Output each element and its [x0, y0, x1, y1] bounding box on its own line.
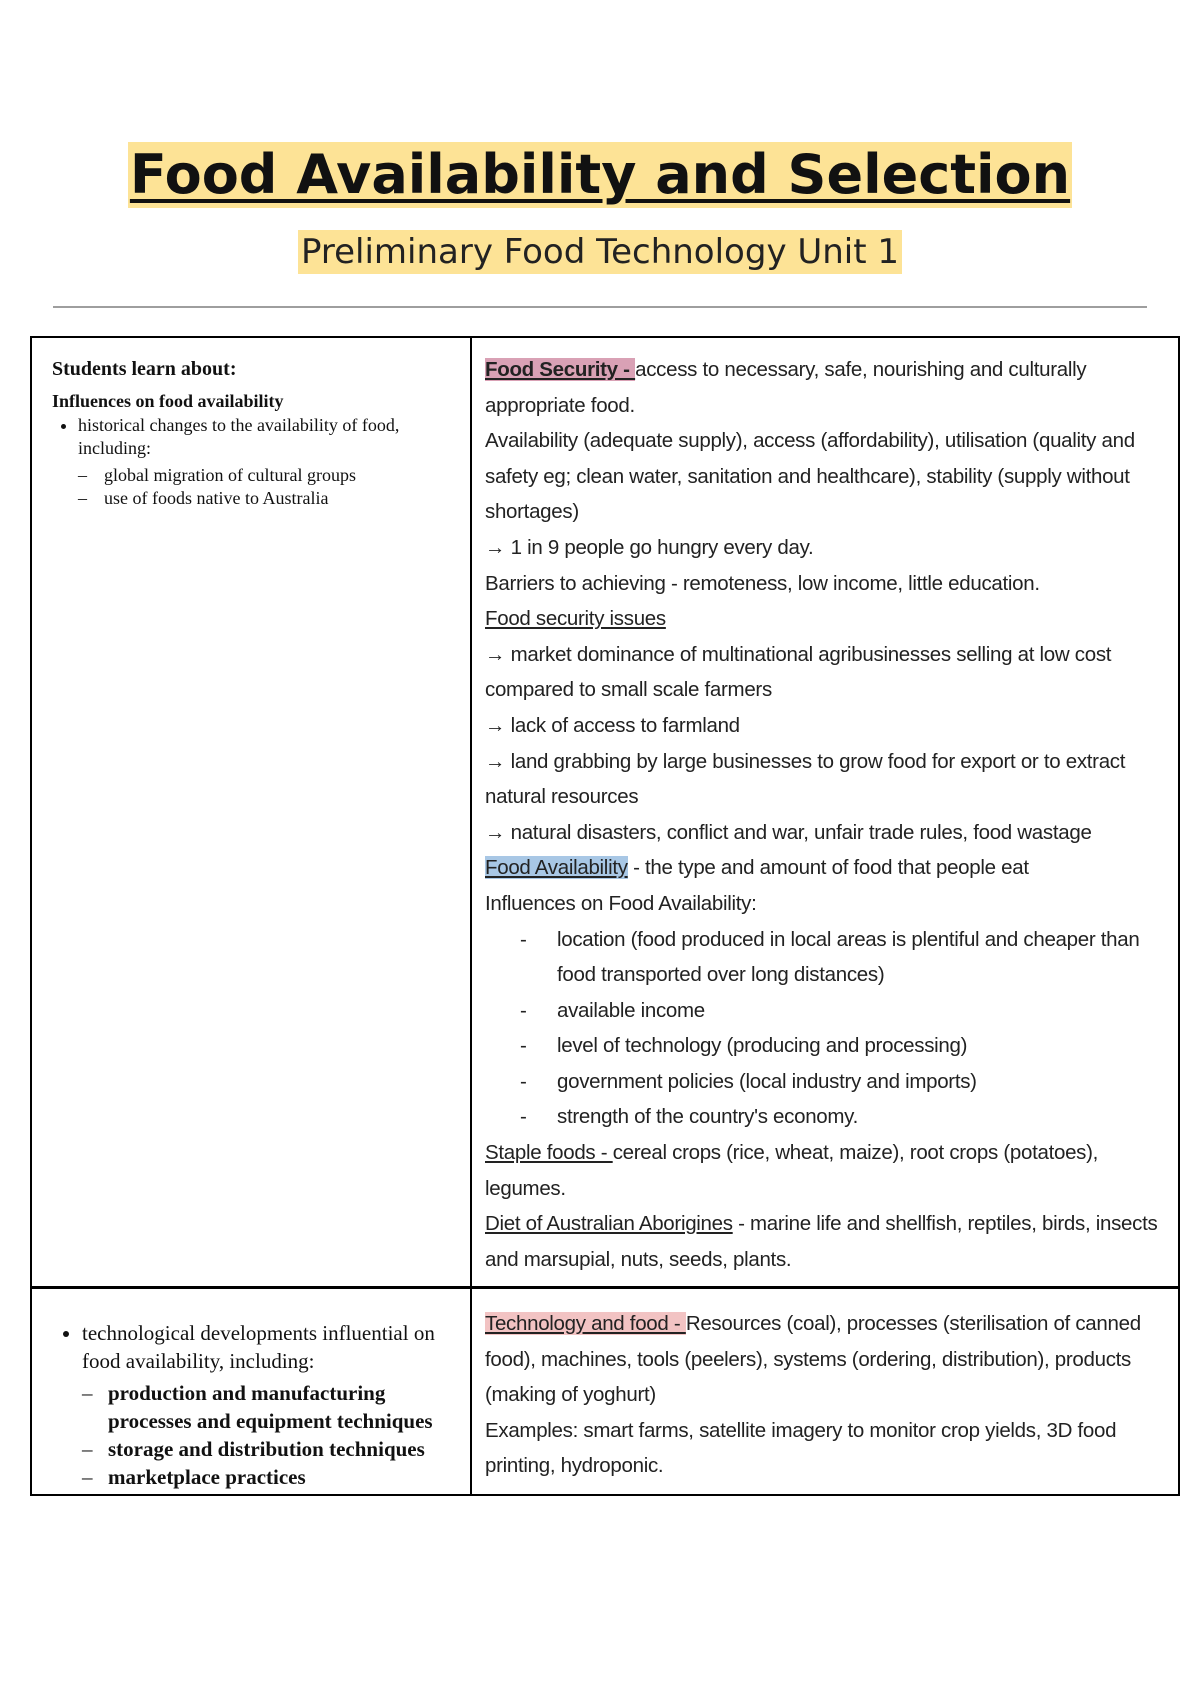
- influences-list: [485, 922, 1168, 1136]
- food-availability-label: Food Availability: [485, 856, 628, 880]
- notes-table: [30, 336, 1180, 1496]
- page-subtitle: Preliminary Food Technology Unit 1: [298, 230, 902, 274]
- title-wrapper: [0, 142, 1200, 208]
- notes-cell: [472, 1289, 1178, 1494]
- technology-examples: Examples: smart farms, satellite imagery to monitor crop yields, 3D food printing, hydroponic.: [485, 1418, 1117, 1478]
- syllabus-subitem: – global migration of cultural groups: [104, 464, 452, 487]
- barriers-line: Barriers to achieving - remoteness, low income, little education.: [485, 571, 1040, 595]
- subtitle-wrapper: [0, 230, 1200, 274]
- staple-foods-para: [485, 1135, 1168, 1206]
- syllabus-cell: [32, 1289, 472, 1494]
- horizontal-divider: [53, 306, 1147, 308]
- hungry-stat: → 1 in 9 people go hungry every day.: [485, 535, 814, 559]
- aboriginal-diet-para: [485, 1206, 1168, 1277]
- influence-item: [557, 1099, 1168, 1135]
- syllabus-bullet: [78, 414, 452, 510]
- page-title: Food Availability and Selection: [129, 143, 1071, 206]
- syllabus-bullet: [82, 1319, 452, 1491]
- influence-item-text: - strength of the country's economy.: [557, 1105, 858, 1129]
- issue-item: → lack of access to farmland: [485, 713, 740, 737]
- influence-item-text: - government policies (local industry and imports): [557, 1069, 977, 1093]
- issues-heading: Food security issues: [485, 607, 666, 631]
- influence-item: [557, 922, 1168, 993]
- syllabus-subheading: Influences on food availability: [52, 391, 284, 411]
- syllabus-heading: Students learn about:: [52, 358, 237, 380]
- syllabus-cell: [32, 338, 472, 1286]
- aboriginal-diet-label: Diet of Australian Aborigines: [485, 1212, 733, 1236]
- syllabus-bullet-text: historical changes to the availability of food, including:: [78, 415, 400, 458]
- staple-foods-label: Staple foods -: [485, 1141, 613, 1165]
- food-security-label: Food Security -: [485, 358, 636, 381]
- staple-foods-text: cereal crops (rice, wheat, maize), root crops (potatoes), legumes.: [485, 1141, 1099, 1200]
- food-security-para: [485, 352, 1168, 423]
- issue-item: → market dominance of multinational agribusinesses selling at low cost compared to small scale farmers: [485, 642, 1112, 702]
- issue-item: → natural disasters, conflict and war, unfair trade rules, food wastage: [485, 820, 1092, 844]
- syllabus-sublist: [82, 1379, 452, 1491]
- syllabus-sublist: [78, 464, 452, 510]
- syllabus-bullet-text: technological developments influential on food availability, including:: [82, 1321, 435, 1373]
- influence-item-text: - available income: [557, 998, 705, 1022]
- table-row-influences: [32, 338, 1178, 1286]
- notes-cell: [472, 338, 1178, 1286]
- influence-item-text: - level of technology (producing and processing): [557, 1034, 968, 1058]
- syllabus-subitem: – storage and distribution techniques: [108, 1435, 452, 1463]
- syllabus-list: [52, 414, 452, 510]
- influences-heading: Influences on Food Availability:: [485, 891, 757, 915]
- food-availability-def: - the type and amount of food that people eat: [627, 856, 1029, 880]
- aboriginal-diet-text: - marine life and shellfish, reptiles, birds, insects and marsupial, nuts, seeds, plants.: [485, 1212, 1158, 1271]
- syllabus-subitem: – production and manufacturing processes and equipment techniques: [108, 1379, 452, 1435]
- influence-item: [557, 1064, 1168, 1100]
- food-security-text: access to necessary, safe, nourishing and culturally appropriate food.: [485, 358, 1087, 417]
- syllabus-subitem: – marketplace practices: [108, 1463, 452, 1491]
- technology-label: Technology and food -: [485, 1312, 686, 1335]
- table-row-technology: [32, 1286, 1178, 1494]
- syllabus-list: [52, 1319, 452, 1491]
- technology-para: [485, 1306, 1168, 1413]
- availability-para: Availability (adequate supply), access (affordability), utilisation (quality and safety eg; clean water, sanitation and healthcare), stability (supply without shortages): [485, 429, 1135, 524]
- influence-item: [557, 993, 1168, 1029]
- syllabus-subitem: – use of foods native to Australia: [104, 487, 452, 510]
- influence-item: [557, 1028, 1168, 1064]
- issue-item: → land grabbing by large businesses to grow food for export or to extract natural resources: [485, 749, 1126, 809]
- influence-item-text: - location (food produced in local areas is plentiful and cheaper than food transported over long distances): [557, 927, 1140, 987]
- technology-text: Resources (coal), processes (sterilisation of canned food), machines, tools (peelers), systems (ordering, distribution), products (making of yoghurt): [485, 1312, 1141, 1407]
- food-availability-para: [485, 850, 1168, 886]
